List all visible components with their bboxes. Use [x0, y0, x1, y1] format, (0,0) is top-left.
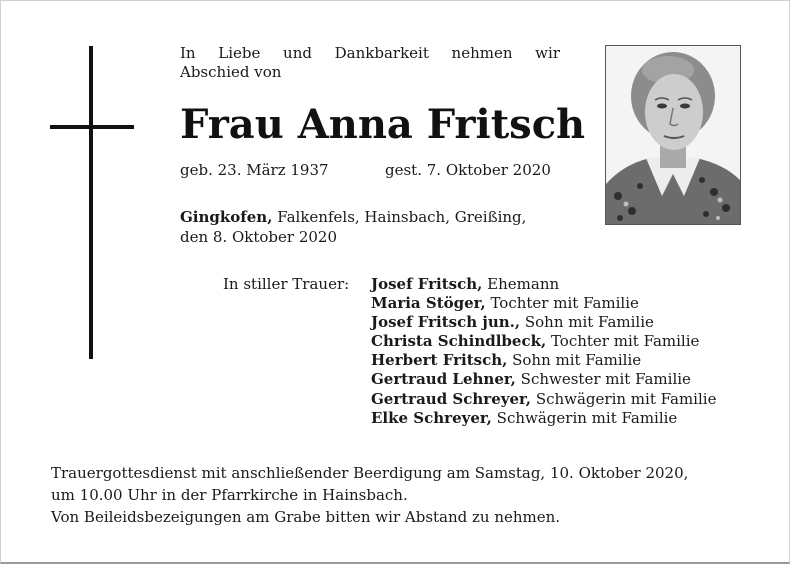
notice-date: den 8. Oktober 2020: [180, 228, 338, 246]
intro-text: [180, 44, 560, 82]
service-line-1: Trauergottesdienst mit anschließender Beerdigung am Samstag, 10. Oktober 2020,: [51, 464, 689, 482]
mourner-relation: Schwägerin mit Familie: [491, 408, 678, 427]
cross-symbol-horizontal: [50, 125, 134, 129]
mourner-item: [371, 390, 716, 409]
mourner-name: Gertraud Lehner,: [371, 370, 516, 389]
mourner-name: Josef Fritsch,: [371, 275, 483, 293]
place-others: Falkenfels, Hainsbach, Greißing,: [272, 208, 527, 226]
death-date: gest. 7. Oktober 2020: [385, 161, 551, 179]
deceased-name: Frau Anna Fritsch: [180, 101, 586, 148]
mourner-item: [371, 370, 716, 389]
intro-line-1: In Liebe und Dankbarkeit nehmen wir: [180, 44, 560, 62]
cross-symbol-vertical: [89, 46, 93, 359]
mourner-relation: Sohn mit Familie: [520, 313, 654, 332]
mourner-relation: Ehemann: [482, 275, 560, 293]
birth-date: geb. 23. März 1937: [180, 161, 329, 179]
service-line-2: um 10.00 Uhr in der Pfarrkirche in Hainsbach.: [51, 486, 408, 504]
condolence-request: Von Beileidsbezeigungen am Grabe bitten wir Abstand zu nehmen.: [51, 508, 561, 526]
mourner-relation: Sohn mit Familie: [507, 351, 642, 370]
mourner-item: [371, 313, 716, 332]
portrait-photo: [605, 45, 741, 225]
mourner-relation: Schwägerin mit Familie: [531, 389, 717, 408]
mourner-name: Josef Fritsch jun.,: [371, 313, 521, 332]
mourner-relation: Tochter mit Familie: [485, 294, 639, 313]
portrait-image: [606, 46, 740, 224]
intro-line-2: Abschied von: [180, 63, 282, 81]
mourner-relation: Schwester mit Familie: [515, 370, 691, 389]
mourner-name: Gertraud Schreyer,: [371, 389, 532, 408]
mourner-name: Herbert Fritsch,: [371, 351, 508, 370]
mourner-name: Elke Schreyer,: [371, 408, 492, 427]
mourner-item: [371, 294, 716, 313]
mourner-name: Maria Stöger,: [371, 294, 486, 313]
funeral-service-info: [51, 462, 751, 506]
place-and-date: [180, 207, 580, 247]
place-main: Gingkofen,: [180, 208, 273, 226]
mourner-item: [371, 332, 716, 351]
mourners-list: [371, 275, 716, 428]
mourner-item: [371, 351, 716, 370]
mourner-name: Christa Schindlbeck,: [371, 332, 547, 351]
mourner-relation: Tochter mit Familie: [546, 332, 700, 351]
mourner-item: [371, 409, 716, 428]
mourning-label: In stiller Trauer:: [223, 275, 350, 293]
mourner-item: [371, 275, 716, 294]
